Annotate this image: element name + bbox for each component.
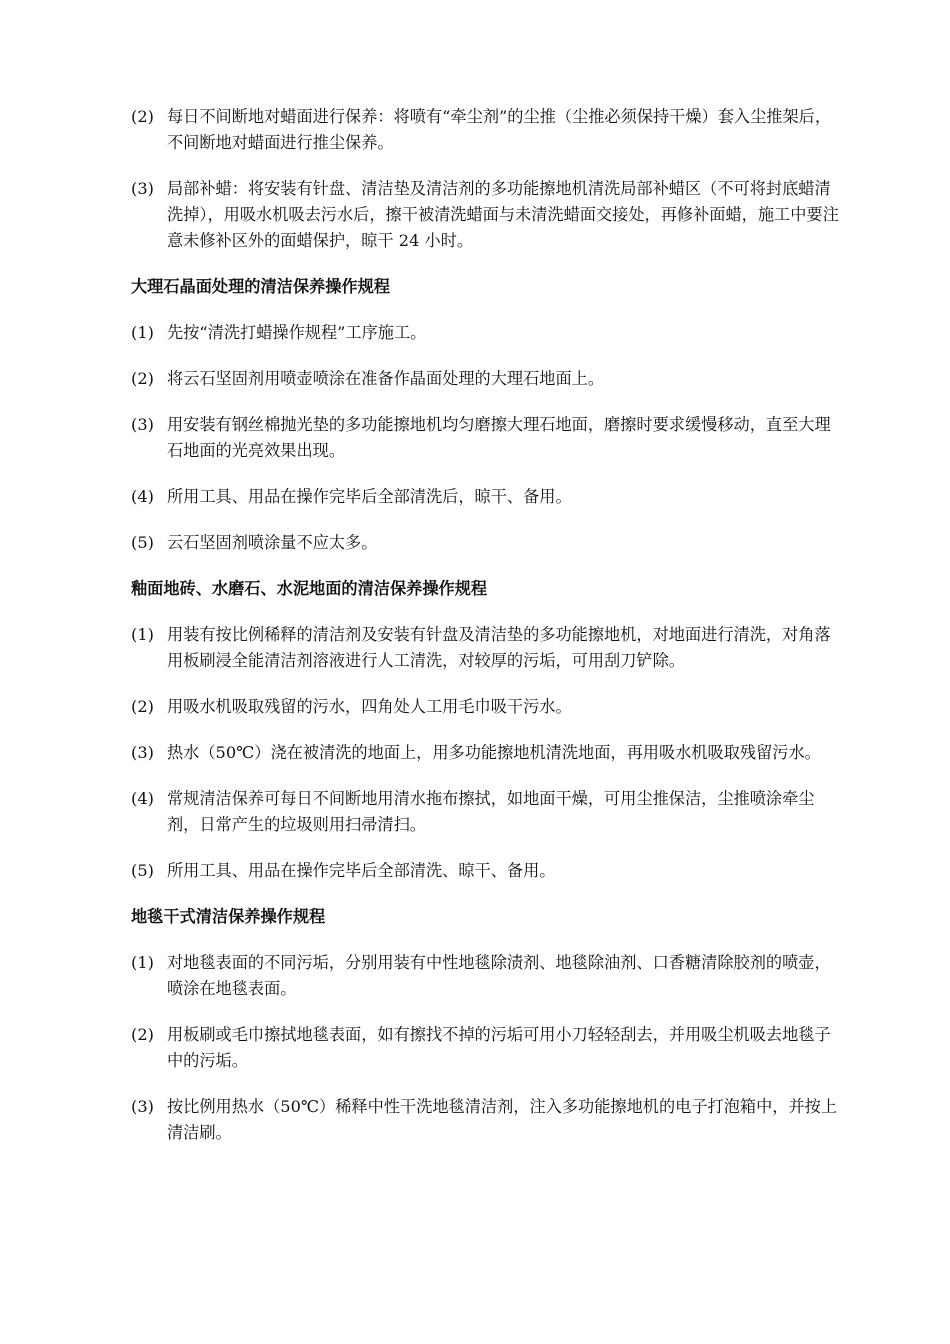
item-text: 用装有按比例稀释的清洁剂及安装有针盘及清洁垫的多功能擦地机，对地面进行清洗，对角落用板刷浸全能清洁剂溶液进行人工清洗，对较厚的污垢，可用刮刀铲除。 bbox=[167, 625, 831, 670]
list-item bbox=[131, 622, 841, 674]
list-item bbox=[131, 320, 841, 346]
item-text: 每日不间断地对蜡面进行保养：将喷有“牵尘剂”的尘推（尘推必须保持干燥）套入尘推架后，不间断地对蜡面进行推尘保养。 bbox=[167, 107, 832, 152]
item-text: 所用工具、用品在操作完毕后全部清洗、晾干、备用。 bbox=[167, 861, 556, 880]
item-text: 局部补蜡：将安装有针盘、清洁垫及清洁剂的多功能擦地机清洗局部补蜡区（不可将封底蜡清洗掉），用吸水机吸去污水后，擦干被清洗蜡面与未清洗蜡面交接处，再修补面蜡，施工中要注意未修补区外的面蜡保护，晾干 24 小时。 bbox=[167, 179, 839, 250]
item-text: 将云石坚固剂用喷壶喷涂在准备作晶面处理的大理石地面上。 bbox=[167, 369, 605, 388]
list-item bbox=[131, 412, 841, 464]
item-number: (2) bbox=[131, 107, 154, 126]
list-item bbox=[131, 1022, 841, 1074]
list-item bbox=[131, 530, 841, 556]
item-number: (3) bbox=[131, 743, 154, 762]
section-marble-crystallization bbox=[131, 274, 841, 556]
item-text: 用吸水机吸取残留的污水，四角处人工用毛巾吸干污水。 bbox=[167, 697, 572, 716]
document-body bbox=[131, 104, 841, 1166]
item-text: 用板刷或毛巾擦拭地毯表面，如有擦找不掉的污垢可用小刀轻轻刮去，并用吸尘机吸去地毯子中的污垢。 bbox=[167, 1025, 831, 1070]
item-number: (3) bbox=[131, 415, 154, 434]
section-heading: 地毯干式清洁保养操作规程 bbox=[131, 907, 326, 926]
list-item bbox=[131, 176, 841, 254]
item-number: (2) bbox=[131, 697, 154, 716]
list-item bbox=[131, 786, 841, 838]
list-item bbox=[131, 950, 841, 1002]
section-heading: 釉面地砖、水磨石、水泥地面的清洁保养操作规程 bbox=[131, 579, 488, 598]
list-item bbox=[131, 104, 841, 156]
item-text: 按比例用热水（50℃）稀释中性干洗地毯清洁剂，注入多功能擦地机的电子打泡箱中，并按上清洁刷。 bbox=[167, 1097, 838, 1142]
item-text: 先按“清洗打蜡操作规程”工序施工。 bbox=[167, 323, 427, 342]
item-number: (4) bbox=[131, 487, 154, 506]
item-text: 热水（50℃）浇在被清洗的地面上，用多功能擦地机清洗地面，再用吸水机吸取残留污水。 bbox=[167, 743, 821, 762]
list-item bbox=[131, 740, 841, 766]
list-item bbox=[131, 858, 841, 884]
item-number: (1) bbox=[131, 953, 154, 972]
item-number: (5) bbox=[131, 533, 154, 552]
item-number: (2) bbox=[131, 369, 154, 388]
item-text: 常规清洁保养可每日不间断地用清水拖布擦拭，如地面干燥，可用尘推保洁，尘推喷涂牵尘剂，日常产生的垃圾则用扫帚清扫。 bbox=[167, 789, 815, 834]
section-wax-maintenance-continued bbox=[131, 104, 841, 254]
item-number: (5) bbox=[131, 861, 154, 880]
item-number: (1) bbox=[131, 323, 154, 342]
item-number: (1) bbox=[131, 625, 154, 644]
item-number: (3) bbox=[131, 179, 154, 198]
list-item bbox=[131, 484, 841, 510]
item-text: 用安装有钢丝棉抛光垫的多功能擦地机均匀磨擦大理石地面，磨擦时要求缓慢移动，直至大理石地面的光亮效果出现。 bbox=[167, 415, 831, 460]
item-number: (4) bbox=[131, 789, 154, 808]
list-item bbox=[131, 1094, 841, 1146]
section-heading: 大理石晶面处理的清洁保养操作规程 bbox=[131, 277, 390, 296]
list-item bbox=[131, 366, 841, 392]
section-tile-terrazzo-cement bbox=[131, 576, 841, 884]
item-text: 对地毯表面的不同污垢，分别用装有中性地毯除渍剂、地毯除油剂、口香糖清除胶剂的喷壶，喷涂在地毯表面。 bbox=[167, 953, 831, 998]
item-text: 云石坚固剂喷涂量不应太多。 bbox=[167, 533, 378, 552]
section-carpet-dry-cleaning bbox=[131, 904, 841, 1146]
item-number: (3) bbox=[131, 1097, 154, 1116]
list-item bbox=[131, 694, 841, 720]
item-number: (2) bbox=[131, 1025, 154, 1044]
item-text: 所用工具、用品在操作完毕后全部清洗后，晾干、备用。 bbox=[167, 487, 572, 506]
